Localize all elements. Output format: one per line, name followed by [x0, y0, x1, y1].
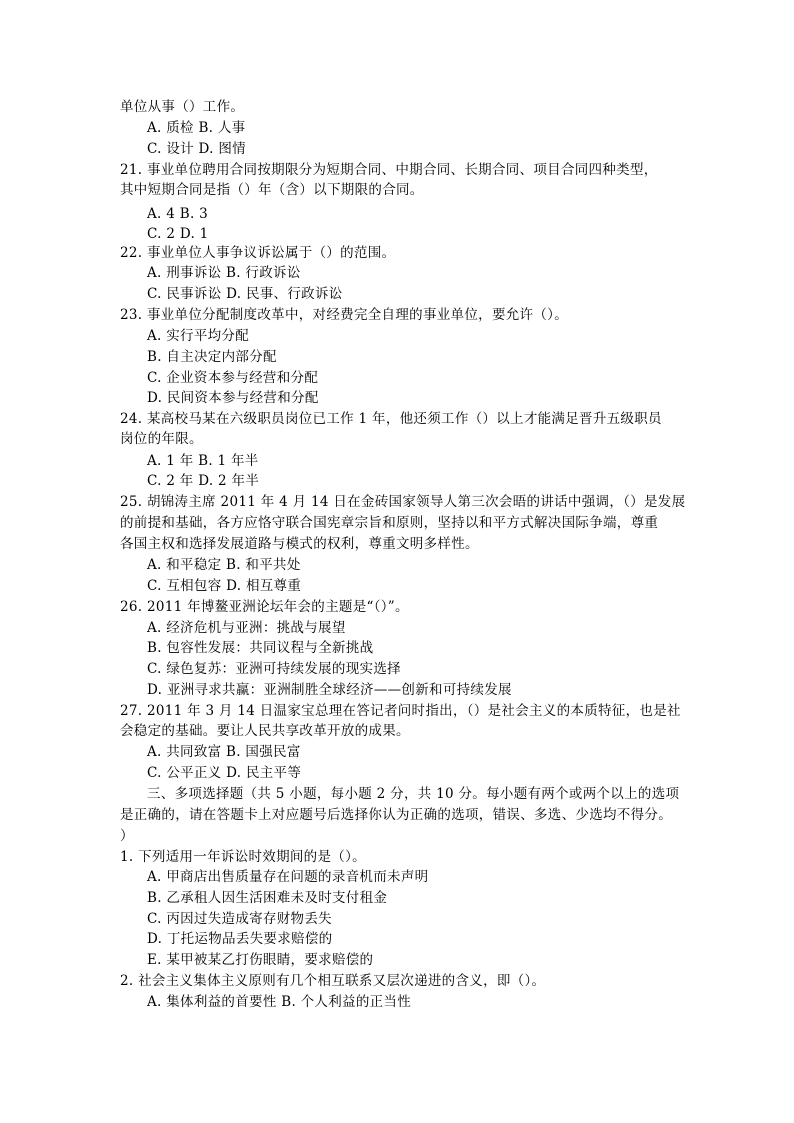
option-d: D. 亚洲寻求共赢：亚洲制胜全球经济——创新和可持续发展: [147, 682, 512, 698]
text-line: 的前提和基础，各方应恪守联合国宪章宗旨和原则，坚持以和平方式解决国际争端，尊重: [120, 515, 659, 531]
option-row: [147, 555, 301, 575]
option-c: C. 互相包容: [147, 578, 222, 594]
option-c: C. 公平正义: [147, 765, 222, 781]
option-row: [147, 742, 301, 762]
option-row: [147, 992, 411, 1012]
option-c: C. 企业资本参与经营和分配: [147, 370, 319, 386]
option-row: [147, 204, 208, 224]
option-a: A. 4: [147, 206, 176, 222]
question-27: 27. 2011 年 3 月 14 日温家宝总理在答记者问时指出，（）是社会主义的本质特征，也是社: [120, 703, 681, 719]
text-line: ）: [120, 828, 134, 844]
option-b: B. 自主决定内部分配: [147, 349, 277, 365]
text-line: 其中短期合同是指（）年（含）以下期限的合同。: [120, 182, 424, 198]
option-b: B. 3: [179, 206, 209, 222]
option-row: [147, 763, 301, 783]
option-d: D. 图情: [198, 141, 246, 157]
option-a: A. 和平稳定: [147, 557, 222, 573]
option-b: B. 行政诉讼: [226, 265, 301, 281]
option-d: D. 2 年半: [198, 473, 260, 489]
option-e: E. 某甲被某乙打伤眼睛，要求赔偿的: [147, 952, 374, 968]
multi-question-1: 1. 下列适用一年诉讼时效期间的是（）。: [120, 849, 366, 865]
option-row: [147, 284, 343, 304]
option-c: C. 民事诉讼: [147, 286, 222, 302]
option-row: [147, 139, 246, 159]
option-a: A. 刑事诉讼: [147, 265, 222, 281]
option-c: C. 绿色复苏：亚洲可持续发展的现实选择: [147, 661, 401, 677]
question-21: 21. 事业单位聘用合同按期限分为短期合同、中期合同、长期合同、项目合同四种类型，: [120, 162, 658, 178]
option-c: C. 设计: [147, 141, 194, 157]
option-c: C. 2: [147, 226, 176, 242]
option-b: B. 乙承租人因生活困难未及时支付租金: [147, 890, 388, 906]
option-row: [147, 471, 259, 491]
option-d: D. 民间资本参与经营和分配: [147, 390, 319, 406]
option-a: A. 甲商店出售质量存在问题的录音机而未声明: [147, 869, 429, 885]
option-a: A. 质检: [147, 120, 194, 136]
option-b: B. 和平共处: [226, 557, 301, 573]
text-line: 是正确的，请在答题卡上对应题号后选择你认为正确的选项，错误、多选、少选均不得分。: [120, 807, 672, 823]
option-d: D. 相互尊重: [226, 578, 302, 594]
option-b: B. 1 年半: [198, 453, 259, 469]
option-row: [147, 118, 245, 138]
option-d: D. 丁托运物品丢失要求赔偿的: [147, 931, 333, 947]
question-24: 24. 某高校马某在六级职员岗位已工作 1 年，他还须工作（）以上才能满足晋升五级职员: [120, 411, 662, 427]
question-23: 23. 事业单位分配制度改革中，对经费完全自理的事业单位，要允许（）。: [120, 307, 569, 323]
multi-question-2: 2. 社会主义集体主义原则有几个相互联系又层次递进的含义，即（）。: [120, 973, 546, 989]
option-row: [147, 451, 259, 471]
option-a: A. 1 年: [147, 453, 194, 469]
option-a: A. 经济危机与亚洲：挑战与展望: [147, 620, 346, 636]
option-d: D. 民事、行政诉讼: [226, 286, 343, 302]
option-c: C. 2 年: [147, 473, 194, 489]
question-22: 22. 事业单位人事争议诉讼属于（）的范围。: [120, 245, 396, 261]
option-b: B. 个人利益的正当性: [281, 994, 412, 1010]
option-row: [147, 224, 209, 244]
text-line: 各国主权和选择发展道路与模式的权利，尊重文明多样性。: [120, 536, 479, 552]
option-b: B. 国强民富: [226, 744, 301, 760]
option-a: A. 集体利益的首要性: [147, 994, 277, 1010]
question-25: 25. 胡锦涛主席 2011 年 4 月 14 日在金砖国家领导人第三次会晤的讲话中强调，（）是发展: [120, 494, 686, 510]
option-c: C. 丙因过失造成寄存财物丢失: [147, 911, 332, 927]
option-b: B. 人事: [198, 120, 246, 136]
text-line: 单位从事（）工作。: [120, 99, 245, 115]
section-heading: 三、多项选择题（共 5 小题，每小题 2 分，共 10 分。每小题有两个或两个以上的选项: [147, 786, 680, 802]
option-d: D. 民主平等: [226, 765, 302, 781]
option-row: [147, 263, 301, 283]
option-d: D. 1: [179, 226, 209, 242]
option-b: B. 包容性发展：共同议程与全新挑战: [147, 640, 374, 656]
option-row: [147, 576, 301, 596]
option-a: A. 实行平均分配: [147, 328, 250, 344]
question-26: 26. 2011 年博鳌亚洲论坛年会的主题是“（）”。: [120, 599, 409, 615]
option-a: A. 共同致富: [147, 744, 222, 760]
text-line: 会稳定的基础。要让人民共享改革开放的成果。: [120, 723, 410, 739]
text-line: 岗位的年限。: [120, 431, 203, 447]
